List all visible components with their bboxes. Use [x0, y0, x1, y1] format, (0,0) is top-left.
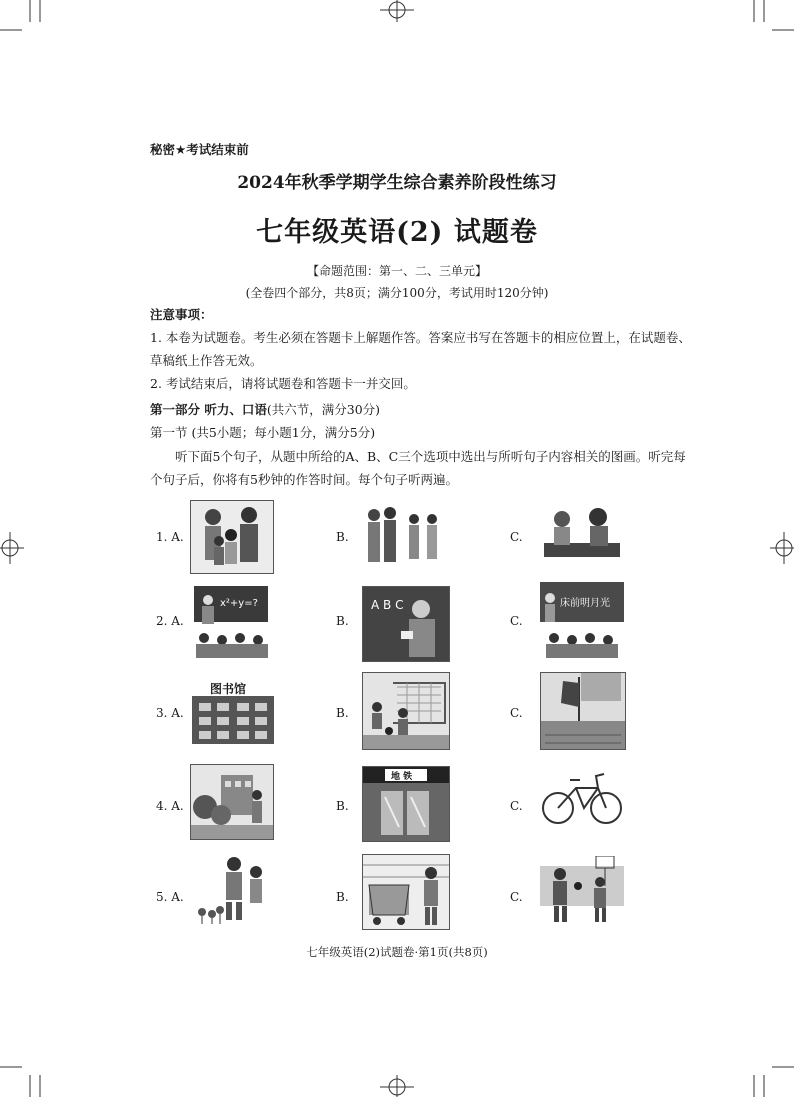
chinese-class-picture[interactable]	[540, 582, 624, 660]
q3-label-c: C.	[510, 706, 523, 720]
notice-item-1: 1. 本卷为试题卷。考生必须在答题卡上解题作答。答案应书写在答题卡的相应位置上，在试题卷、草稿纸上作答无效。	[150, 330, 691, 368]
soccer-picture[interactable]	[362, 672, 450, 750]
q2-label-c: C.	[510, 614, 523, 628]
board-text-b: A B C	[371, 598, 404, 612]
q1-label-c: C.	[510, 530, 523, 544]
board-text-a: x²+y=?	[220, 598, 258, 609]
q5-label-a: 5. A.	[156, 890, 184, 904]
part1-title: 第一部分 听力、口语	[150, 402, 267, 417]
notice-heading: 注意事项：	[150, 307, 213, 322]
flag-raising-picture[interactable]	[540, 672, 626, 750]
q4-label-b: B.	[336, 799, 349, 813]
q5-label-b: B.	[336, 890, 349, 904]
library-caption: 图书馆	[210, 682, 247, 696]
secret-label: 秘密★考试结束前	[150, 142, 249, 157]
library-picture[interactable]	[192, 696, 274, 744]
q3-label-a: 3. A.	[156, 706, 184, 720]
subway-picture[interactable]	[362, 766, 450, 842]
kids-sitting-picture[interactable]	[540, 505, 624, 567]
board-text-c: 床前明月光	[560, 598, 610, 609]
friends-picture[interactable]	[362, 505, 446, 571]
watering-flowers-picture[interactable]	[190, 856, 272, 926]
math-class-picture[interactable]	[190, 586, 272, 660]
q4-label-a: 4. A.	[156, 799, 184, 813]
q3-label-b: B.	[336, 706, 349, 720]
part1-heading	[150, 400, 380, 418]
shopping-picture[interactable]	[362, 854, 450, 930]
basketball-picture[interactable]	[540, 856, 624, 924]
family-picture[interactable]	[190, 500, 274, 574]
exam-note: (全卷四个部分，共8页；满分100分，考试用时120分钟)	[245, 286, 549, 300]
q2-label-a: 2. A.	[156, 614, 184, 628]
q5-label-c: C.	[510, 890, 523, 904]
exam-range: 【命题范围：第一、二、三单元】	[306, 264, 487, 278]
section1-title: 第一节 (共5小题；每小题1分，满分5分)	[150, 425, 376, 440]
q1-label-b: B.	[336, 530, 349, 544]
q4-label-c: C.	[510, 799, 523, 813]
paper-title: 七年级英语(2) 试题卷	[256, 217, 538, 248]
notice-item-2: 2. 考试结束后，请将试题卷和答题卡一并交回。	[150, 376, 416, 391]
q2-label-b: B.	[336, 614, 349, 628]
page-footer: 七年级英语(2)试题卷·第1页(共8页)	[306, 945, 488, 959]
subway-sign-text: 地 铁	[391, 772, 413, 782]
part1-detail: (共六节，满分30分)	[266, 402, 381, 417]
exam-series-title: 2024年秋季学期学生综合素养阶段性练习	[237, 173, 557, 193]
section1-instruction: 听下面5个句子，从题中所给的A、B、C三个选项中选出与所听句子内容相关的图画。听完每个句子后，你将有5秒钟的作答时间。每个句子听两遍。	[150, 449, 686, 487]
q1-label-a: 1. A.	[156, 530, 184, 544]
walking-school-picture[interactable]	[190, 764, 274, 840]
english-class-picture[interactable]	[362, 586, 450, 662]
bike-picture[interactable]	[540, 768, 624, 828]
